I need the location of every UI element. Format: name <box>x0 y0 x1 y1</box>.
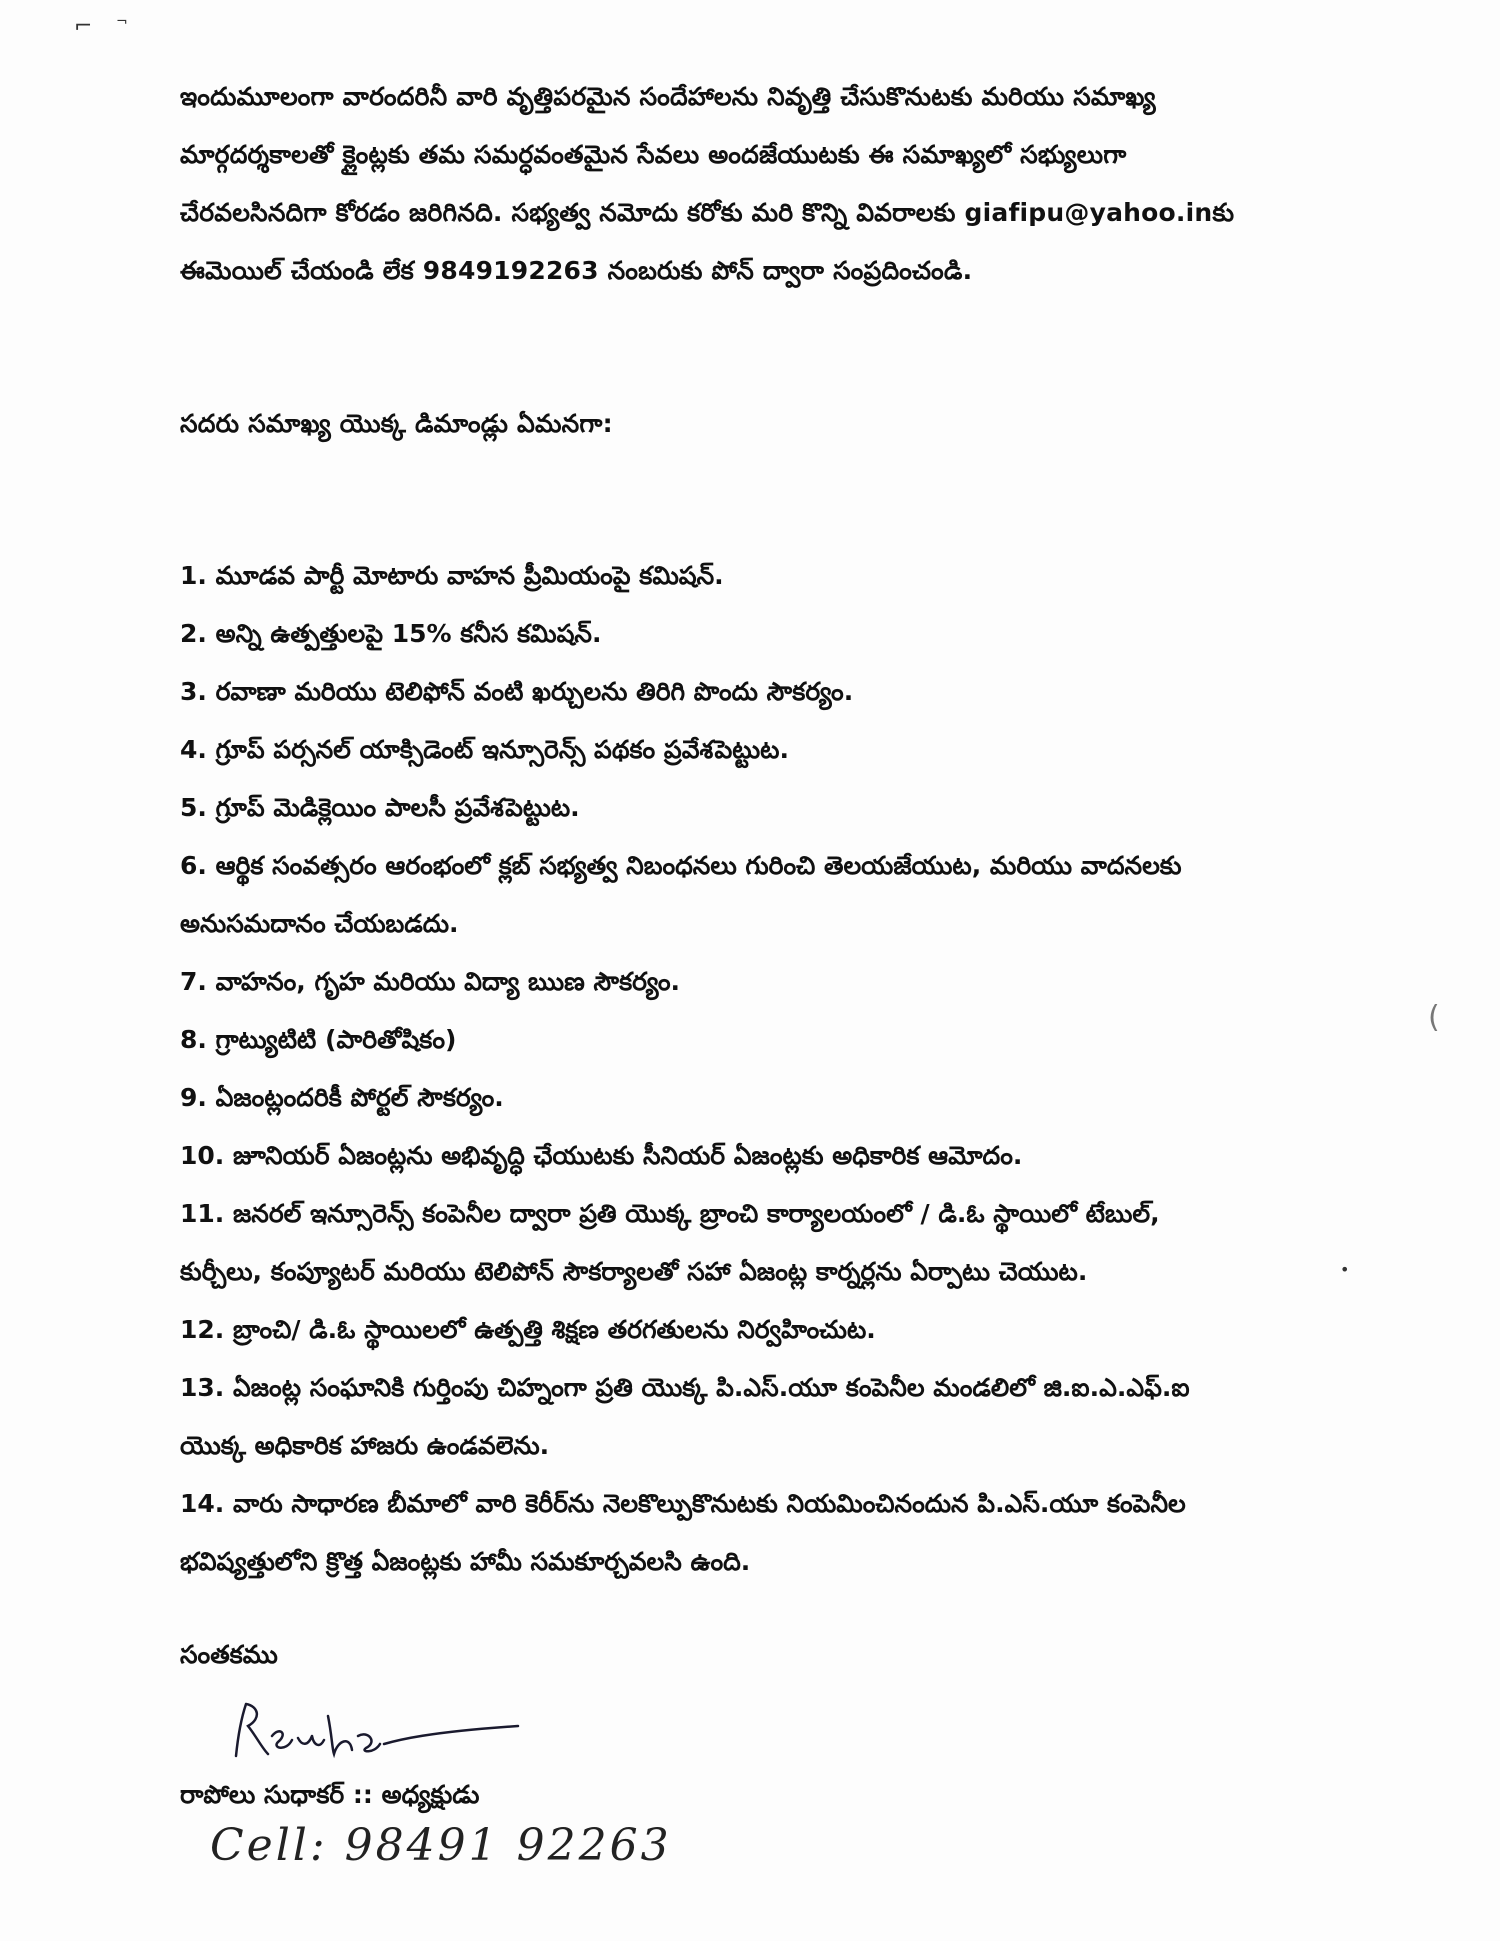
demand-item: 6. ఆర్థిక సంవత్సరం ఆరంభంలో క్లబ్ సభ్యత్వ నిబంధనలు గురించి తెలయజేయుట, మరియు వాదనలకు అనుసమదానం చేయబడదు. <box>180 851 1182 938</box>
demand-item: 13. ఏజంట్ల సంఘానికి గుర్తింపు చిహ్నంగా ప్రతి యొక్క పి.ఎస్.యూ కంపెనీల మండలిలో జి.ఐ.ఎ.ఎఫ్.ఐ యొక్క అధికారిక హాజరు ఉండవలెను. <box>180 1373 1190 1460</box>
demand-item: 10. జూనియర్ ఏజంట్లను అభివృద్ధి ఛేయుటకు సీనియర్ ఏజంట్లకు అధికారిక ఆమోదం. <box>180 1141 1023 1170</box>
demands-list <box>180 547 1350 1591</box>
handwritten-signature <box>228 1696 528 1776</box>
intro-line: ఈమెయిల్ చేయండి లేక 9849192263 నంబరుకు పోన్ ద్వారా సంప్రదించండి. <box>180 256 973 285</box>
demand-item: 12. బ్రాంచి/ డి.ఓ స్థాయిలలో ఉత్పత్తి శిక్షణ తరగతులను నిర్వహించుట. <box>180 1315 876 1344</box>
signer-name-title: రాపోలు సుధాకర్ :: అధ్యక్షుడు <box>180 1780 480 1809</box>
scan-mark: ¬ <box>116 14 128 30</box>
intro-line: మార్గదర్శకాలతో క్లైంట్లకు తమ సమర్ధవంతమైన సేవలు అందజేయుటకు ఈ సమాఖ్యలో సభ్యులుగా <box>180 140 1127 169</box>
demand-item: 11. జనరల్ ఇన్సూరెన్స్ కంపెనీల ద్వారా ప్రతి యొక్క బ్రాంచి కార్యాలయంలో / డి.ఓ స్థాయిలో టేబుల్, కుర్చీలు, కంప్యూటర్ మరియు టెలిపోన్ సౌకర్యాలతో సహా ఏజంట్ల కార్నర్లను ఏర్పాటు చెయుట. <box>180 1199 1160 1286</box>
demand-item: 1. మూడవ పార్టీ మోటారు వాహన ప్రీమియంపై కమిషన్. <box>180 561 724 590</box>
handwritten-phone: Cell: 98491 92263 <box>210 1820 672 1871</box>
intro-paragraph <box>180 68 1350 300</box>
demand-item: 7. వాహనం, గృహ మరియు విద్యా ఋణ సౌకర్యం. <box>180 967 681 996</box>
signature-label: సంతకము <box>180 1640 278 1669</box>
demand-item: 2. అన్ని ఉత్పత్తులపై 15% కనీస కమిషన్. <box>180 619 602 648</box>
demand-item: 3. రవాణా మరియు టెలిఫోన్ వంటి ఖర్చులను తిరిగి పొందు సౌకర్యం. <box>180 677 854 706</box>
scan-mark: ⌐ <box>74 14 93 39</box>
demand-item: 5. గ్రూప్ మెడిక్లెయిం పాలసీ ప్రవేశపెట్టుట. <box>180 793 580 822</box>
demand-item: 14. వారు సాధారణ బీమాలో వారి కెరీర్‌ను నెలకొల్పుకొనుటకు నియమించినందున పి.ఎస్.యూ కంపెనీల భవిష్యత్తులోని క్రొత్త ఏజంట్లకు హామీ సమకూర్చవలసి ఉంది. <box>180 1489 1186 1576</box>
demands-heading: సదరు సమాఖ్య యొక్క డిమాండ్లు ఏమనగా: <box>180 409 613 438</box>
scan-mark: ( <box>1428 1000 1440 1035</box>
intro-line: చేరవలసినదిగా కోరడం జరిగినది. సభ్యత్వ నమోదు కరోకు మరి కొన్ని వివరాలకు giafipu@yahoo.inకు <box>180 198 1235 227</box>
demand-item: 9. ఏజంట్లందరికీ పోర్టల్ సౌకర్యం. <box>180 1083 504 1112</box>
intro-line: ఇందుమూలంగా వారందరినీ వారి వృత్తిపరమైన సందేహాలను నివృత్తి చేసుకొనుటకు మరియు సమాఖ్య <box>180 82 1156 111</box>
demand-item: 8. గ్రాట్యుటిటి (పారితోషికం) <box>180 1025 457 1054</box>
scan-mark: • <box>1340 1260 1350 1279</box>
signature-block <box>180 1640 880 1871</box>
demand-item: 4. గ్రూప్ పర్సనల్ యాక్సిడెంట్ ఇన్సూరెన్స్ పథకం ప్రవేశపెట్టుట. <box>180 735 789 764</box>
letter-body <box>180 68 1350 1591</box>
